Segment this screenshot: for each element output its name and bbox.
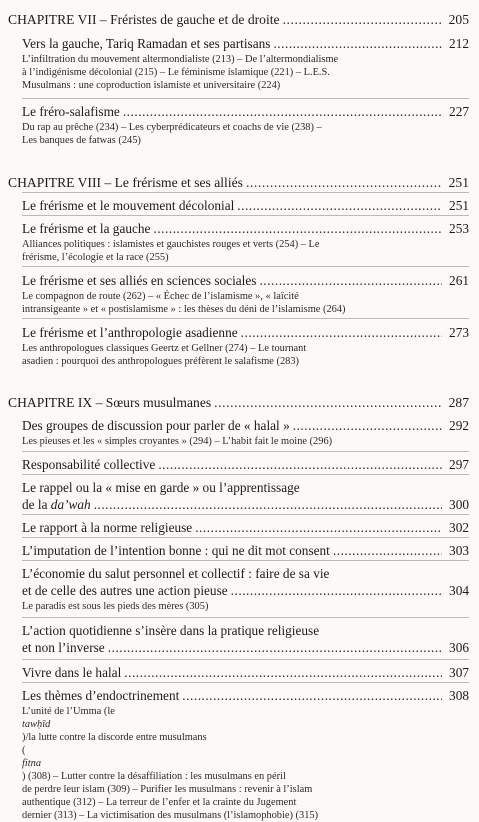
page-number: 302 [449,520,469,535]
dot-leader [231,582,442,599]
chapter-title: CHAPITRE VIII – Le frérisme et ses alliés [8,175,243,190]
section-title-line: L’économie du salut personnel et collectif : faire de sa vie [22,566,330,581]
section-title: Le frérisme et ses alliés en sciences sociales [22,273,257,288]
dot-leader [273,35,442,52]
toc-entry [22,542,469,559]
page-number: 297 [449,457,469,472]
section-title-line: Le rappel ou la « mise en garde » ou l’apprentissage [22,480,300,495]
section-title: Responsabilité collective [22,457,156,472]
dot-leader [246,174,442,191]
toc-entry [22,565,469,613]
subtopic-line: intransigeante » et « postislamisme » : les thèses du déni de l’islamisme (264) [22,304,346,315]
dot-leader [237,197,442,214]
subtopic-line: asadien : pourquoi des anthropologues préfèrent le salafisme (283) [22,356,299,367]
divider [22,514,469,515]
subtopic-line: de perdre leur islam (309) – Purifier les musulmans : revenir à l’islam [22,784,313,795]
subtopic-line: Du rap au prêche (234) – Les cyberprédicateurs et coachs de vie (238) – [22,122,322,133]
dot-leader [108,639,442,656]
toc-entry [22,479,469,513]
section-subtopics [22,121,469,147]
divider [22,537,469,538]
section-title: et de celle des autres une action pieuse [22,583,228,598]
subtopic-line: Les anthropologues classiques Geertz et Gellner (274) – Le tournant [22,343,307,354]
page-number: 273 [449,325,469,340]
subtopic-line: Les banques de fatwas (245) [22,135,141,146]
toc-entry [22,197,469,214]
toc-entry [22,103,469,147]
subtopic-line: authentique (312) – La terreur de l’enfer et la crainte du Jugement [22,797,297,808]
page-number: 205 [448,12,469,27]
divider [22,451,469,452]
page-number: 251 [449,198,469,213]
section-title: Les thèmes d’endoctrinement [22,688,180,703]
chapter-title: CHAPITRE VII – Fréristes de gauche et de droite [8,12,280,27]
section-subtopics [22,238,469,264]
page-number: 292 [449,418,469,433]
section-title: Vivre dans le halal [22,665,122,680]
chapter-heading [8,394,469,411]
section-subtopics [22,600,469,613]
toc-entry [22,272,469,316]
toc-entry [22,417,469,448]
section-title: Vers la gauche, Tariq Ramadan et ses partisans [22,36,271,51]
section-title: Le rapport à la norme religieuse [22,520,193,535]
dot-leader [333,542,442,559]
subtopic-line: Les pieuses et les « simples croyantes » (294) – L’habit fait le moine (296) [22,436,333,447]
divider [22,659,469,660]
subtopic-line: Le paradis est sous les pieds des mères (305) [22,601,209,612]
chapter-heading [8,174,469,191]
section-subtopics [22,435,469,448]
toc-entry [22,324,469,368]
dot-leader [182,687,442,704]
page-number: 287 [448,395,469,410]
page-number: 303 [449,543,469,558]
section-subtopics [22,290,469,316]
section-title: de la da’wah [22,497,91,512]
subtopic-line: frérisme, l’écologie et la race (255) [22,252,169,263]
section-title: Le frérisme et l’anthropologie asadienne [22,325,238,340]
dot-leader [293,417,442,434]
page-number: 227 [449,104,469,119]
subtopic-line: à l’indigénisme décolonial (215) – Le féminisme islamique (221) – L.E.S. [22,67,330,78]
dot-leader [124,664,442,681]
section-subtopics [22,705,469,822]
toc-entry [22,220,469,264]
page-number: 261 [449,273,469,288]
subtopic-line: dernier (313) – La victimisation des musulmans (l’islamophobie) (315) [22,810,319,821]
subtopic-line: Musulmans : une coproduction islamiste et universitaire (224) [22,80,281,91]
chapter-heading [8,11,469,28]
section-title: Le frérisme et le mouvement décolonial [22,198,235,213]
divider [22,192,469,193]
dot-leader [158,456,442,473]
dot-leader [214,394,442,411]
dot-leader [153,220,442,237]
divider [22,266,469,267]
divider [22,474,469,475]
toc-entry [22,622,469,656]
page-number: 253 [449,221,469,236]
toc-entry [22,664,469,681]
chapter-title: CHAPITRE IX – Sœurs musulmanes [8,395,212,410]
divider [22,318,469,319]
subtopic-line: ( fitna ) (308) – Lutter contre la désaffiliation : les musulmans en péril [22,745,286,782]
section-subtopics [22,342,469,368]
page-number: 306 [449,640,469,655]
page-number: 251 [448,175,469,190]
subtopic-line: Alliances politiques : islamistes et gauchistes rouges et verts (254) – Le [22,239,320,250]
section-title-line: L’action quotidienne s’insère dans la pratique religieuse [22,623,320,638]
subtopic-line: L’unité de l’Umma (le tawḥīd )/la lutte contre la discorde entre musulmans [22,706,207,743]
divider [22,98,469,99]
divider [22,617,469,618]
dot-leader [259,272,442,289]
subtopic-line: L’infiltration du mouvement altermondialiste (213) – De l’altermondialisme [22,54,339,65]
section-title: Des groupes de discussion pour parler de « halal » [22,418,290,433]
subtopic-line: Le compagnon de route (262) – « Échec de l’islamisme », « laïcité [22,291,299,302]
section-title: L’imputation de l’intention bonne : qui ne dit mot consent [22,543,330,558]
dot-leader [94,496,442,513]
divider [22,682,469,683]
page-number: 304 [449,583,469,598]
dot-leader [123,103,442,120]
toc-entry [22,456,469,473]
page-number: 300 [449,497,469,512]
page-number: 308 [449,688,469,703]
dot-leader [283,11,442,28]
toc-entry [22,35,469,92]
divider [22,560,469,561]
page-number: 212 [449,36,469,51]
dot-leader [241,324,442,341]
divider [22,215,469,216]
section-title: et non l’inverse [22,640,105,655]
page-number: 307 [449,665,469,680]
toc-entry [22,687,469,822]
section-subtopics [22,53,469,92]
section-title: Le frérisme et la gauche [22,221,151,236]
dot-leader [195,519,442,536]
toc-entry [22,519,469,536]
section-title: Le fréro-salafisme [22,104,120,119]
